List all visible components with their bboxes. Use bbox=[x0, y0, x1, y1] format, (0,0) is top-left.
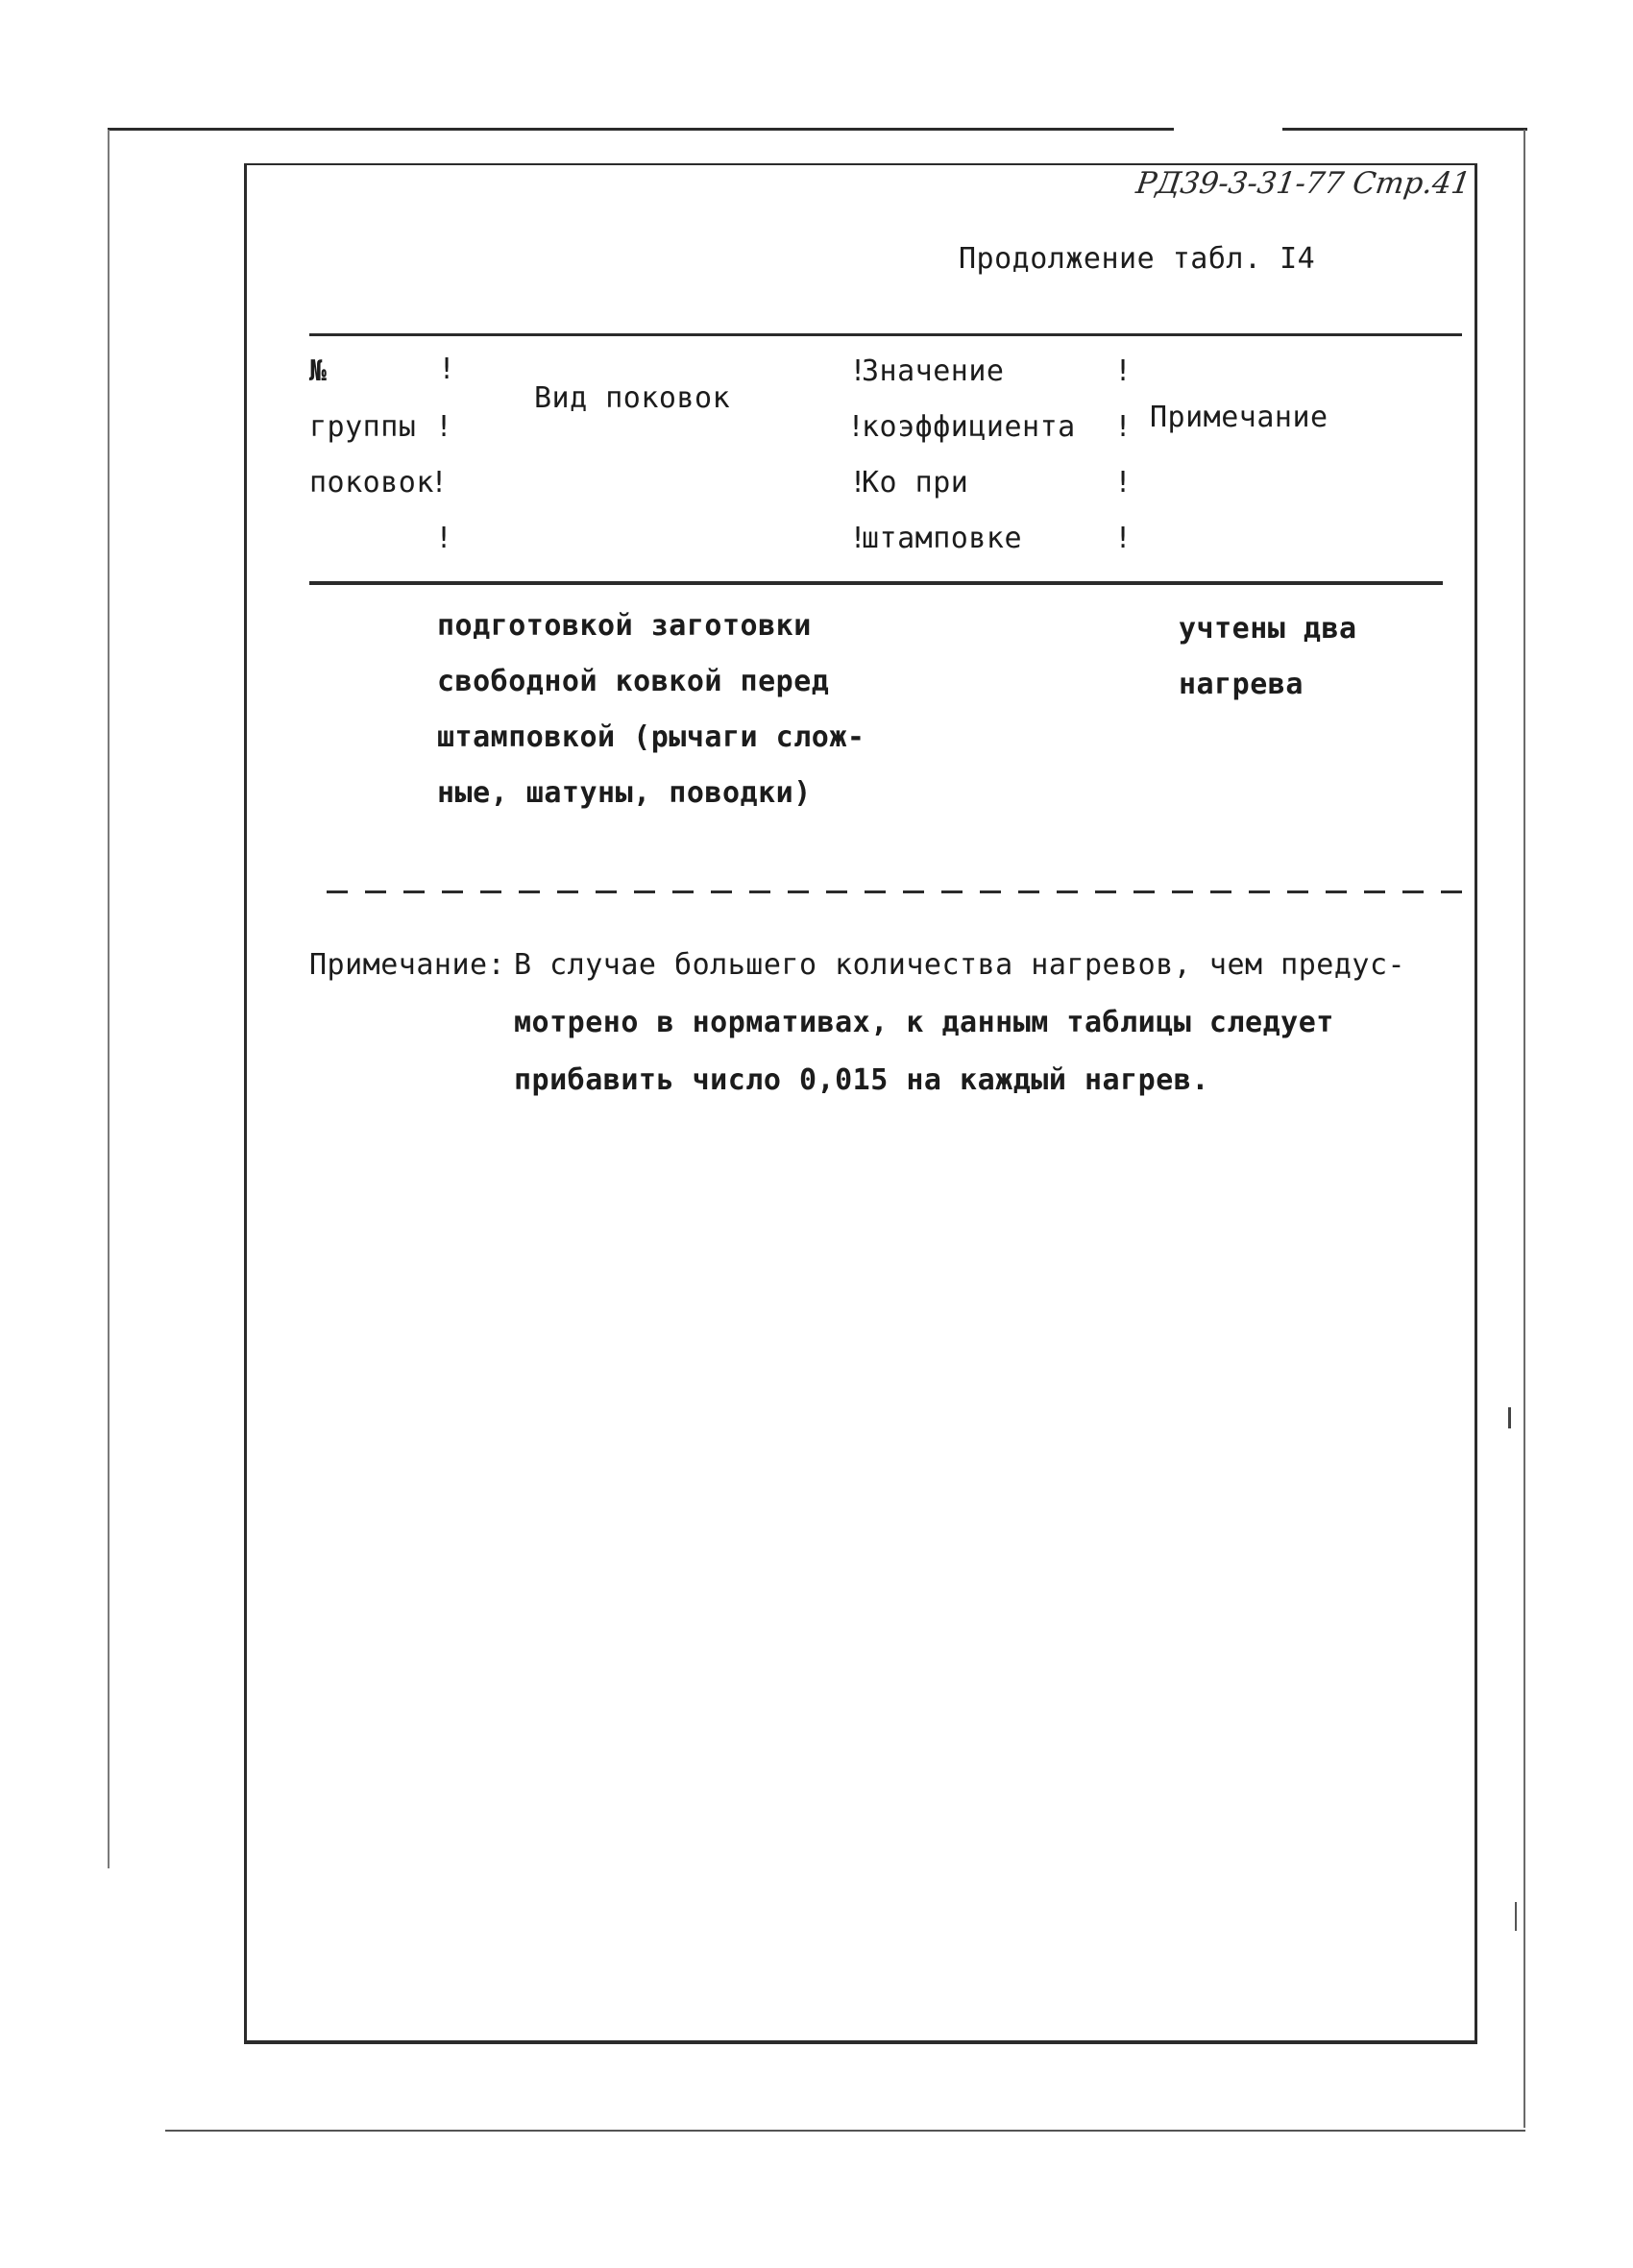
footnote-line: В случае большего количества нагревов, чем предус- bbox=[514, 948, 1406, 982]
body-forging-type-line: свободной ковкой перед bbox=[437, 665, 830, 698]
header-forging-type: Вид поковок bbox=[534, 381, 731, 415]
outer-frame-left bbox=[108, 130, 110, 1868]
outer-frame-top-left bbox=[108, 128, 1174, 131]
scan-speck bbox=[1508, 1407, 1511, 1428]
column-separator: ! bbox=[849, 466, 867, 500]
footnote-label: Примечание: bbox=[309, 948, 506, 982]
continuation-title: Продолжение табл. I4 bbox=[959, 242, 1316, 276]
header-coefficient-line: штамповке bbox=[862, 522, 1023, 555]
body-forging-type-line: штамповкой (рычаги слож- bbox=[437, 720, 865, 754]
column-separator: ! bbox=[438, 353, 456, 386]
header-coefficient-line: Ко при bbox=[862, 466, 969, 500]
table-header-bottom-rule bbox=[309, 581, 1443, 585]
inner-frame bbox=[244, 163, 1477, 2044]
header-coefficient-line: Значение bbox=[862, 354, 1005, 388]
column-separator: ! bbox=[1114, 466, 1133, 500]
footnote-line: мотрено в нормативах, к данным таблицы следует bbox=[514, 1006, 1334, 1039]
body-note-line: нагрева bbox=[1179, 668, 1304, 701]
header-note: Примечание bbox=[1150, 401, 1328, 434]
footnote-line: прибавить число 0,015 на каждый нагрев. bbox=[514, 1063, 1209, 1097]
column-separator: ! bbox=[1114, 410, 1133, 444]
table-top-rule bbox=[309, 333, 1462, 336]
scan-speck bbox=[1515, 1902, 1517, 1931]
outer-frame-top-right bbox=[1282, 128, 1527, 131]
outer-frame-bottom bbox=[165, 2130, 1525, 2132]
outer-frame-right bbox=[1523, 130, 1525, 2128]
header-group-number-line: № bbox=[309, 354, 328, 388]
body-forging-type-line: ные, шатуны, поводки) bbox=[437, 776, 812, 810]
column-separator: ! bbox=[435, 522, 453, 555]
header-group-number-line: группы bbox=[309, 410, 417, 444]
column-separator: ! bbox=[1114, 522, 1133, 555]
column-separator: ! bbox=[430, 466, 449, 500]
column-separator: ! bbox=[847, 410, 865, 444]
column-separator: ! bbox=[849, 354, 867, 388]
body-note-line: учтены два bbox=[1179, 612, 1357, 646]
column-separator: ! bbox=[849, 522, 867, 555]
header-coefficient-line: коэффициента bbox=[862, 410, 1076, 444]
document-code: РД39-3-31-77 Стр.41 bbox=[1133, 166, 1474, 201]
header-group-number-line: поковок bbox=[309, 466, 434, 500]
column-separator: ! bbox=[435, 410, 453, 444]
body-forging-type-line: подготовкой заготовки bbox=[437, 609, 812, 643]
column-separator: ! bbox=[1114, 354, 1133, 388]
dashed-separator bbox=[327, 890, 1462, 893]
